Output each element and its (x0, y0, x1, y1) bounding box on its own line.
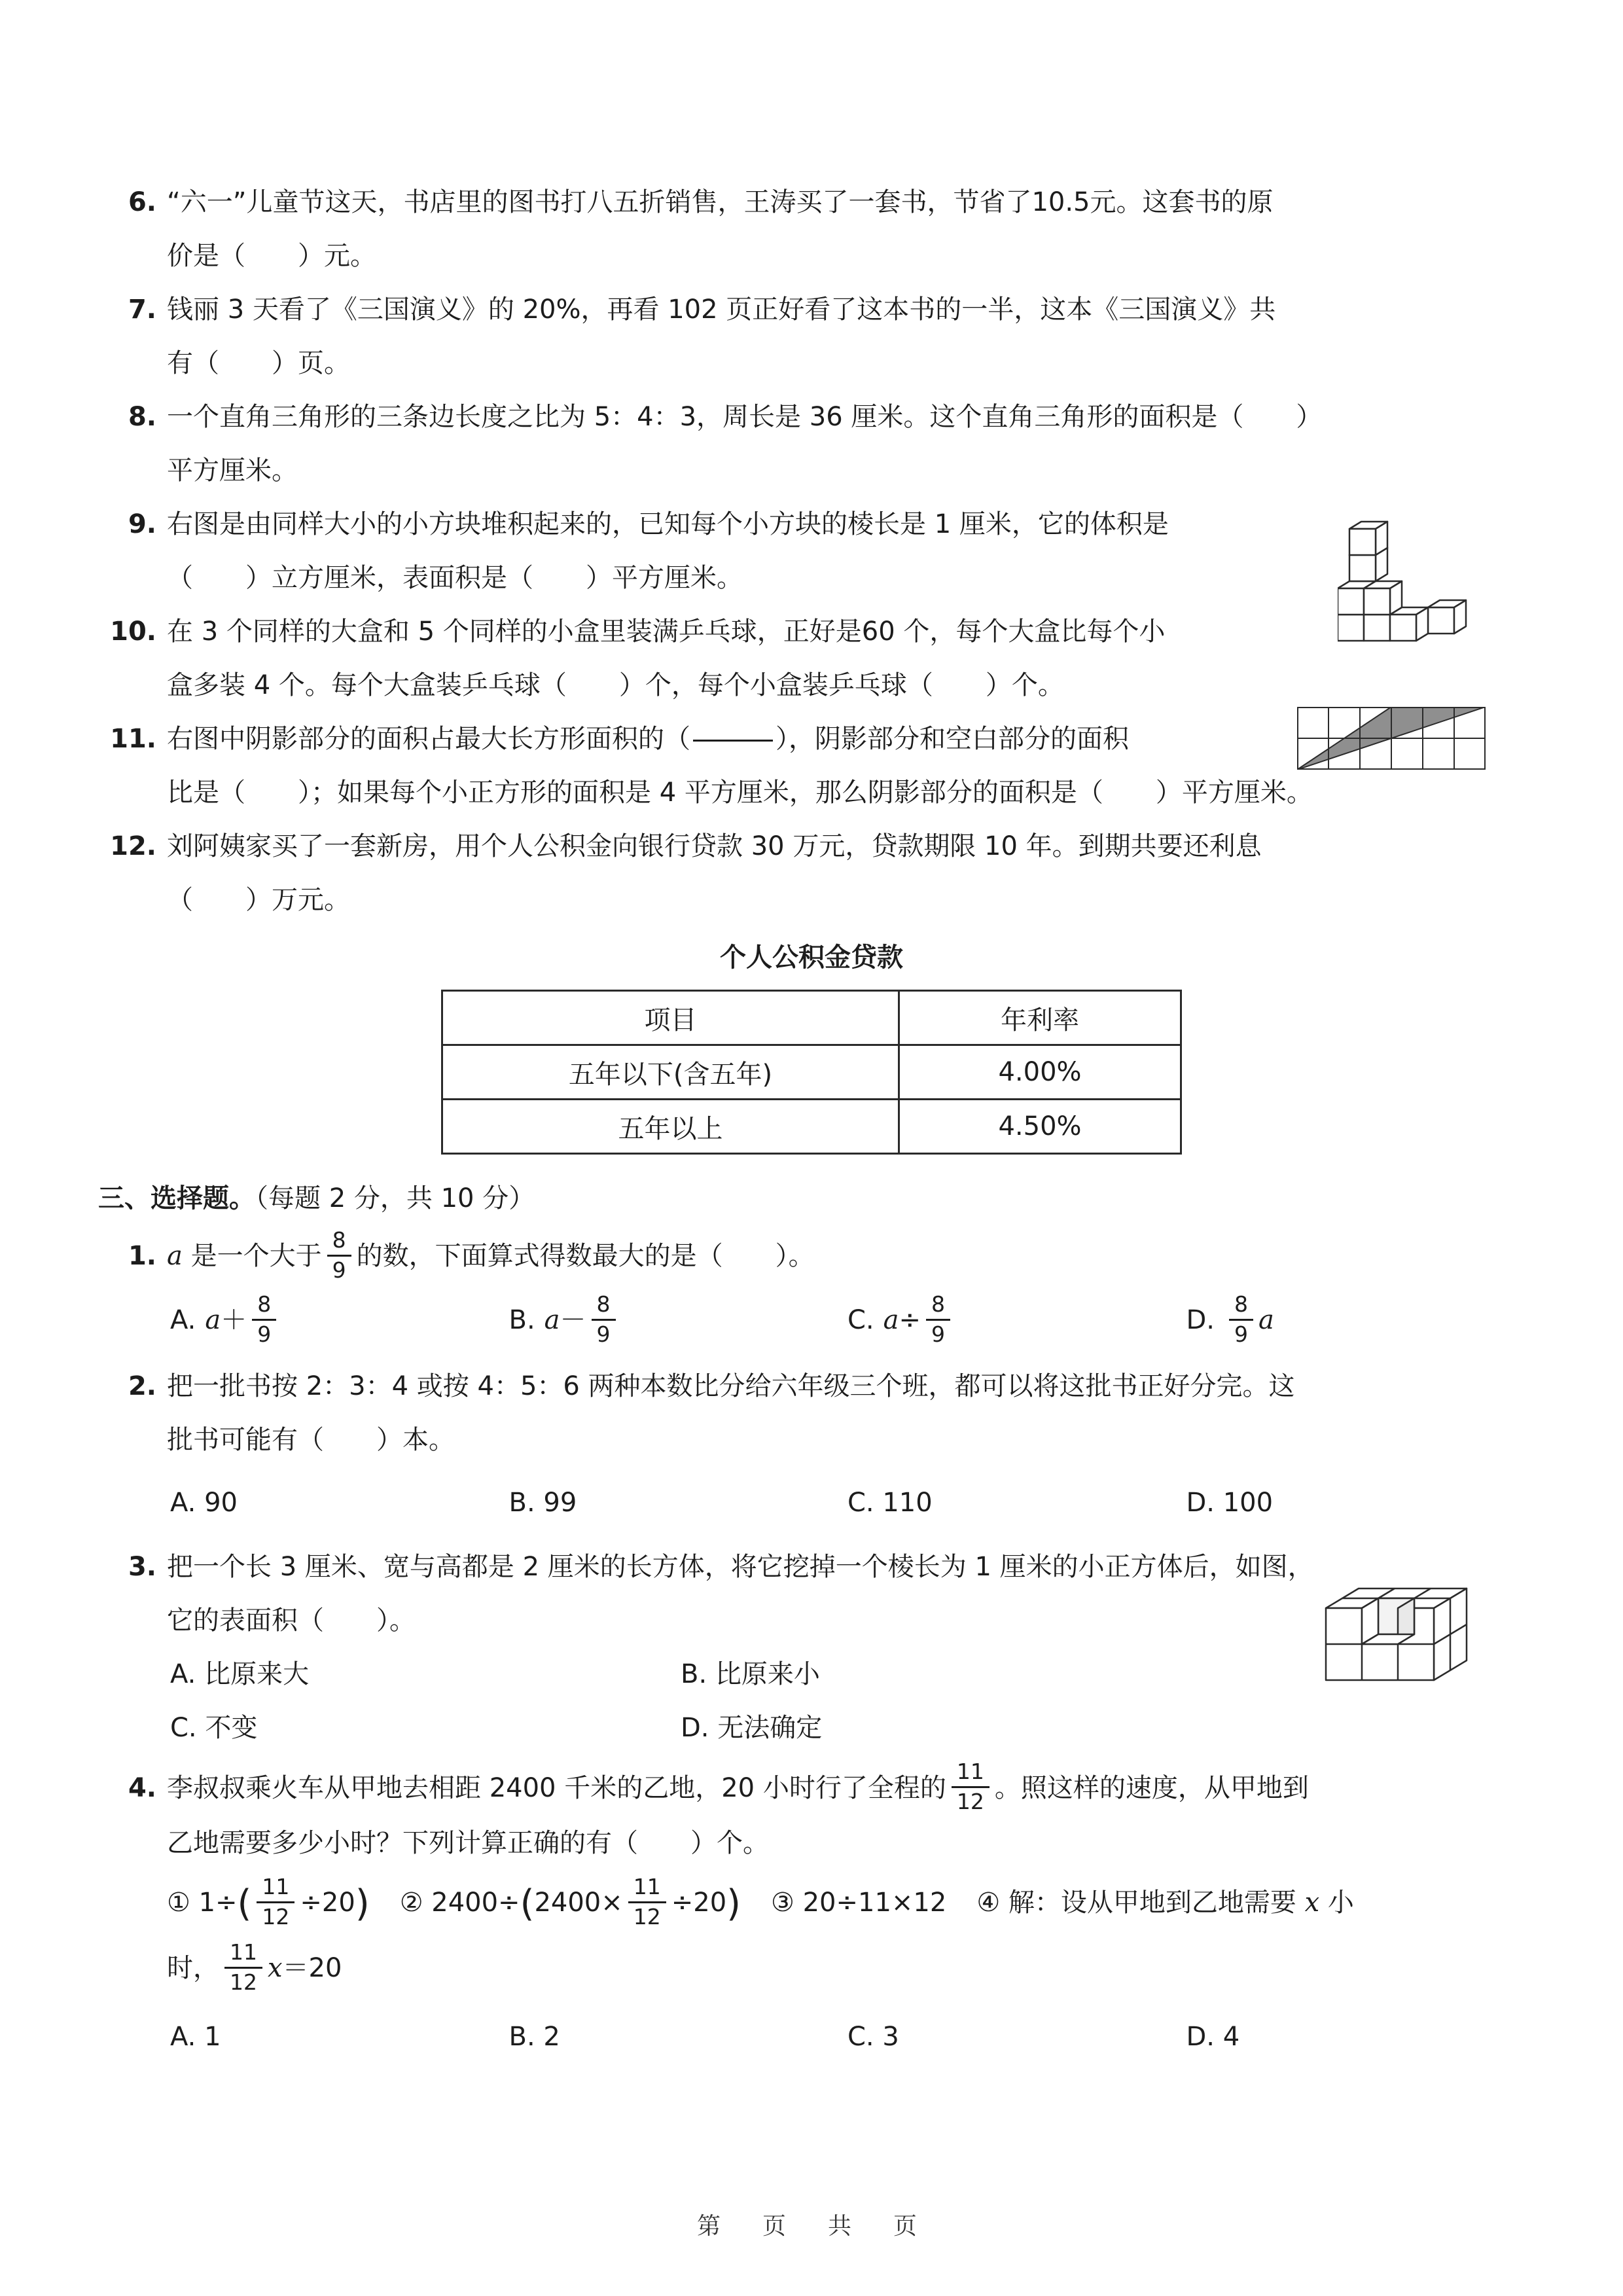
question-line (98, 1540, 1525, 1594)
blank-fraction-bar (693, 740, 773, 742)
equation-line: 时， $\frac{11}{12}$ x＝20 (167, 1939, 342, 1995)
question-number: 10. (110, 617, 156, 647)
fraction: $\frac{8}{9}$ (926, 1293, 950, 1347)
section-heading-note: （每题 2 分，共 10 分） (255, 1183, 535, 1213)
table-row (442, 1045, 1181, 1100)
question-text: a 是一个大于 $\frac{8}{9}$ 的数，下面算式得数最大的是（ ）。 (167, 1227, 815, 1283)
question-line (98, 390, 1525, 444)
question-number: 4. (128, 1772, 156, 1803)
option-row (98, 2010, 1525, 2064)
option-row (98, 1293, 1525, 1348)
page-content (98, 175, 1525, 2074)
question-text: 比是（ ）；如果每个小正方形的面积是 4 平方厘米，那么阴影部分的面积是（ ）平方厘米。 (167, 778, 1313, 808)
question-line (98, 605, 1525, 658)
question-text: 右图是由同样大小的小方块堆积起来的，已知每个小方块的棱长是 1 厘米，它的体积是 (167, 509, 1169, 539)
table-header-item: 项目 (442, 991, 899, 1045)
question-text: （ ）立方厘米，表面积是（ ）平方厘米。 (167, 563, 743, 593)
question-text: 在 3 个同样的大盒和 5 个同样的小盒里装满乒乓球，正好是60 个，每个大盒比每个小 (167, 617, 1166, 647)
table-header-row (442, 991, 1181, 1045)
option-a: A. 90 (170, 1487, 238, 1518)
fraction: $\frac{11}{12}$ (952, 1760, 990, 1814)
option-b: B. 2 (508, 2022, 560, 2053)
choice-question-1 (98, 1229, 1525, 1349)
question-text: 价是（ ）元。 (167, 241, 376, 271)
question-number: 7. (128, 295, 156, 325)
question-line (98, 497, 1525, 551)
section-heading (98, 1168, 1525, 1229)
option-c: C. 不变 (170, 1712, 258, 1743)
table-header-rate: 年利率 (899, 991, 1181, 1045)
option-c: C. a÷ $\frac{8}{9}$ (847, 1293, 1186, 1348)
choice-question-3 (98, 1540, 1525, 1755)
fraction: $\frac{8}{9}$ (1229, 1293, 1253, 1347)
loan-rate-table (441, 990, 1182, 1155)
fraction: $\frac{11}{12}$ (628, 1875, 666, 1929)
equation-line: ① 1÷( $\frac{11}{12}$ ÷20) ② 2400÷(2400× $\frac{11}{12}$ ÷20) ③ 20÷11×12 ④ 解：设从甲地到乙地需要 x 小 (167, 1873, 1354, 1929)
question-number: 8. (128, 402, 156, 432)
fraction: $\frac{8}{9}$ (327, 1229, 351, 1283)
table-row (442, 1100, 1181, 1154)
option-d: D. 100 (1186, 1487, 1274, 1518)
fraction: $\frac{11}{12}$ (257, 1875, 294, 1929)
option-row (98, 1647, 1191, 1755)
option-a: A. a＋ $\frac{8}{9}$ (170, 1293, 509, 1348)
question-text: 一个直角三角形的三条边长度之比为 5：4：3，周长是 36 厘米。这个直角三角形的面积是（ ） (167, 402, 1323, 432)
fraction: $\frac{8}{9}$ (592, 1293, 616, 1347)
option-row (98, 1476, 1525, 1530)
option-a: A. 比原来大 (170, 1659, 310, 1689)
question-12 (98, 819, 1525, 927)
question-10 (98, 605, 1525, 712)
question-11 (98, 712, 1525, 819)
question-text: 李叔叔乘火车从甲地去相距 2400 千米的乙地，20 小时行了全程的 $\frac{11}{12}$ 。照这样的速度，从甲地到 (167, 1759, 1309, 1815)
table-cell: 五年以上 (442, 1100, 899, 1154)
option-d: D. 4 (1186, 2022, 1240, 2053)
question-text: 乙地需要多少小时？下列计算正确的有（ ）个。 (167, 1828, 769, 1859)
option-c: C. 110 (847, 1487, 933, 1518)
choice-question-4 (98, 1761, 1525, 2064)
choice-question-2 (98, 1359, 1525, 1530)
shaded-grid-figure (1297, 707, 1486, 770)
question-number: 9. (128, 509, 156, 539)
question-text: 右图中阴影部分的面积占最大长方形面积的（ ），阴影部分和空白部分的面积 (167, 724, 1129, 754)
option-c: C. 3 (847, 2022, 899, 2053)
table-cell: 4.00% (899, 1045, 1181, 1100)
question-number: 1. (128, 1241, 156, 1271)
question-6 (98, 175, 1525, 283)
big-paren: ( (520, 1882, 535, 1926)
section-heading-title: 三、选择题。 (98, 1183, 255, 1213)
big-paren: ( (237, 1882, 252, 1926)
question-number: 2. (128, 1371, 156, 1401)
question-line (98, 1761, 1525, 1816)
question-line (98, 819, 1525, 873)
option-b: B. 比原来小 (681, 1659, 820, 1689)
question-text: 把一个长 3 厘米、宽与高都是 2 厘米的长方体，将它挖掉一个棱长为 1 厘米的小正方体后，如图， (167, 1551, 1314, 1582)
question-line (98, 1359, 1525, 1413)
option-d: D. $\frac{8}{9}$ a (1186, 1291, 1274, 1347)
question-text: 平方厘米。 (167, 456, 298, 486)
big-paren: ) (726, 1882, 741, 1926)
question-text: 钱丽 3 天看了《三国演义》的 20%，再看 102 页正好看了这本书的一半，这本《三国演义》共 (167, 295, 1276, 325)
question-number: 6. (128, 187, 156, 217)
option-b: B. 99 (508, 1487, 577, 1518)
question-9 (98, 497, 1525, 605)
question-number: 11. (110, 724, 156, 754)
question-7 (98, 283, 1525, 390)
question-text: 有（ ）页。 (167, 348, 350, 378)
option-d: D. 无法确定 (681, 1712, 823, 1743)
table-title: 个人公积金贷款 (720, 942, 903, 973)
question-line (98, 283, 1525, 336)
question-text: 盒多装 4 个。每个大盒装乒乓球（ ）个，每个小盒装乒乓球（ ）个。 (167, 670, 1064, 700)
question-text: 把一批书按 2：3：4 或按 4：5：6 两种本数比分给六年级三个班，都可以将这批书正好分完。这 (167, 1371, 1295, 1401)
fraction: $\frac{11}{12}$ (224, 1941, 262, 1995)
option-a: A. 1 (170, 2022, 221, 2053)
question-text: 批书可能有（ ）本。 (167, 1424, 455, 1455)
question-line (98, 175, 1525, 229)
question-text: （ ）万元。 (167, 885, 350, 915)
table-cell: 4.50% (899, 1100, 1181, 1154)
table-cell: 五年以下(含五年) (442, 1045, 899, 1100)
question-number: 12. (110, 831, 156, 861)
fraction: $\frac{8}{9}$ (252, 1293, 276, 1347)
big-paren: ) (355, 1882, 370, 1926)
page-footer: 第 页 共 页 (696, 2213, 926, 2240)
question-text: 它的表面积（ ）。 (167, 1605, 416, 1636)
option-b: B. a－ $\frac{8}{9}$ (509, 1293, 848, 1348)
question-8 (98, 390, 1525, 497)
question-text: “六一”儿童节这天，书店里的图书打八五折销售，王涛买了一套书，节省了10.5元。这套书的原 (167, 187, 1274, 217)
notched-prism-figure (1319, 1569, 1483, 1693)
question-number: 3. (128, 1551, 156, 1582)
question-line (98, 1229, 1525, 1284)
question-text: 刘阿姨家买了一套新房，用个人公积金向银行贷款 30 万元，贷款期限 10 年。到期共要还利息 (167, 831, 1262, 861)
